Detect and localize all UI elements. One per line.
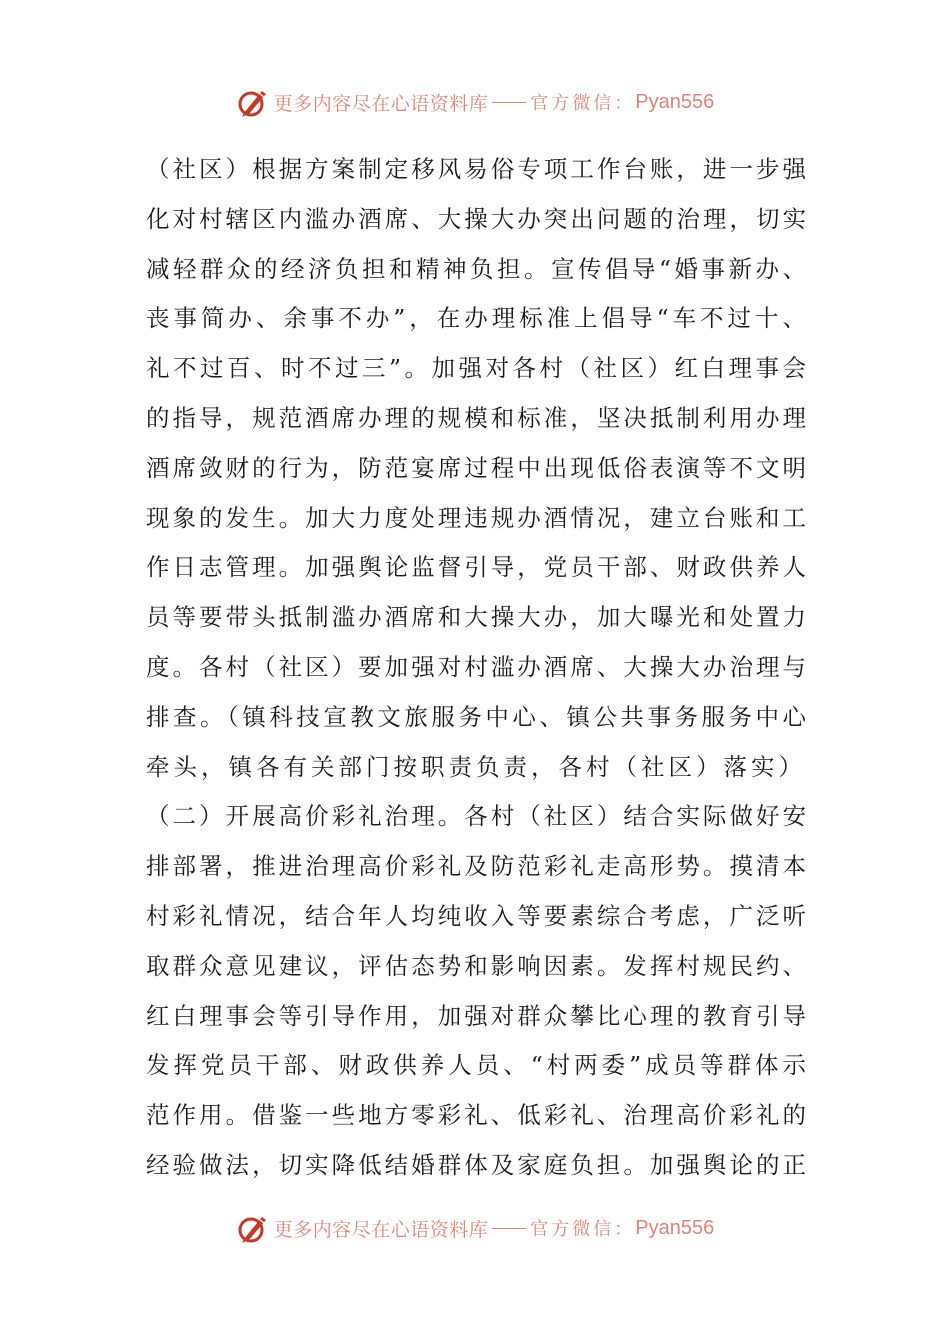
- watermark-dash: [492, 1228, 526, 1229]
- text-line: 作日志管理。加强舆论监督引导，党员干部、财政供养人: [146, 553, 806, 582]
- text-line: 员等要带头抵制滥办酒席和大操大办，加大曝光和处置力: [146, 603, 806, 632]
- watermark-dash: [492, 102, 526, 103]
- text-line: 化对村辖区内滥办酒席、大操大办突出问题的治理，切实: [146, 204, 806, 233]
- text-line: 取群众意见建议，评估态势和影响因素。发挥村规民约、: [146, 951, 806, 980]
- watermark-wechat-id: Pyan556: [635, 1216, 715, 1239]
- watermark-official-label: 官方微信：: [530, 93, 636, 114]
- text-line: 排部署，推进治理高价彩礼及防范彩礼走高形势。摸清本: [146, 852, 806, 881]
- text-line: 红白理事会等引导作用，加强对群众攀比心理的教育引导: [146, 1001, 806, 1030]
- text-line: 减轻群众的经济负担和精神负担。宣传倡导“婚事新办、: [146, 254, 806, 283]
- watermark-wechat-id: Pyan556: [635, 90, 715, 113]
- text-line: 经验做法，切实降低结婚群体及家庭负担。加强舆论的正: [146, 1150, 806, 1179]
- text-line: 排查。（镇科技宣教文旅服务中心、镇公共事务服务中心: [146, 702, 806, 731]
- text-line: 丧事简办、余事不办”，在办理标准上倡导“车不过十、: [146, 304, 806, 333]
- text-line: 牵头，镇各有关部门按职责负责，各村（社区）落实）: [146, 752, 806, 781]
- watermark-main-text: 更多内容尽在心语资料库: [273, 92, 489, 115]
- text-line: （社区）根据方案制定移风易俗专项工作台账，进一步强: [146, 155, 806, 183]
- text-line: 范作用。借鉴一些地方零彩礼、低彩礼、治理高价彩礼的: [146, 1101, 806, 1130]
- watermark-official-label: 官方微信：: [530, 1219, 636, 1240]
- text-line: 发挥党员干部、财政供养人员、“村两委”成员等群体示: [146, 1051, 806, 1080]
- section-heading-line: （二）开展高价彩礼治理。各村（社区）结合实际做好安: [146, 802, 806, 831]
- watermark-main-text: 更多内容尽在心语资料库: [273, 1218, 489, 1241]
- watermark-header: [0, 82, 950, 122]
- watermark-footer: [0, 1208, 950, 1248]
- text-line: 现象的发生。加大力度处理违规办酒情况，建立台账和工: [146, 503, 806, 532]
- pen-circle-logo-icon: [236, 1211, 270, 1245]
- text-line: 酒席敛财的行为，防范宴席过程中出现低俗表演等不文明: [146, 453, 806, 482]
- body-text: [146, 145, 806, 1191]
- text-line: 村彩礼情况，结合年人均纯收入等要素综合考虑，广泛听: [146, 901, 806, 930]
- text-line: 度。各村（社区）要加强对村滥办酒席、大操大办治理与: [146, 652, 806, 681]
- pen-circle-logo-icon: [236, 85, 270, 119]
- text-line: 的指导，规范酒席办理的规模和标准，坚决抵制利用办理: [146, 403, 806, 432]
- text-line: 礼不过百、时不过三”。加强对各村（社区）红白理事会: [146, 354, 806, 383]
